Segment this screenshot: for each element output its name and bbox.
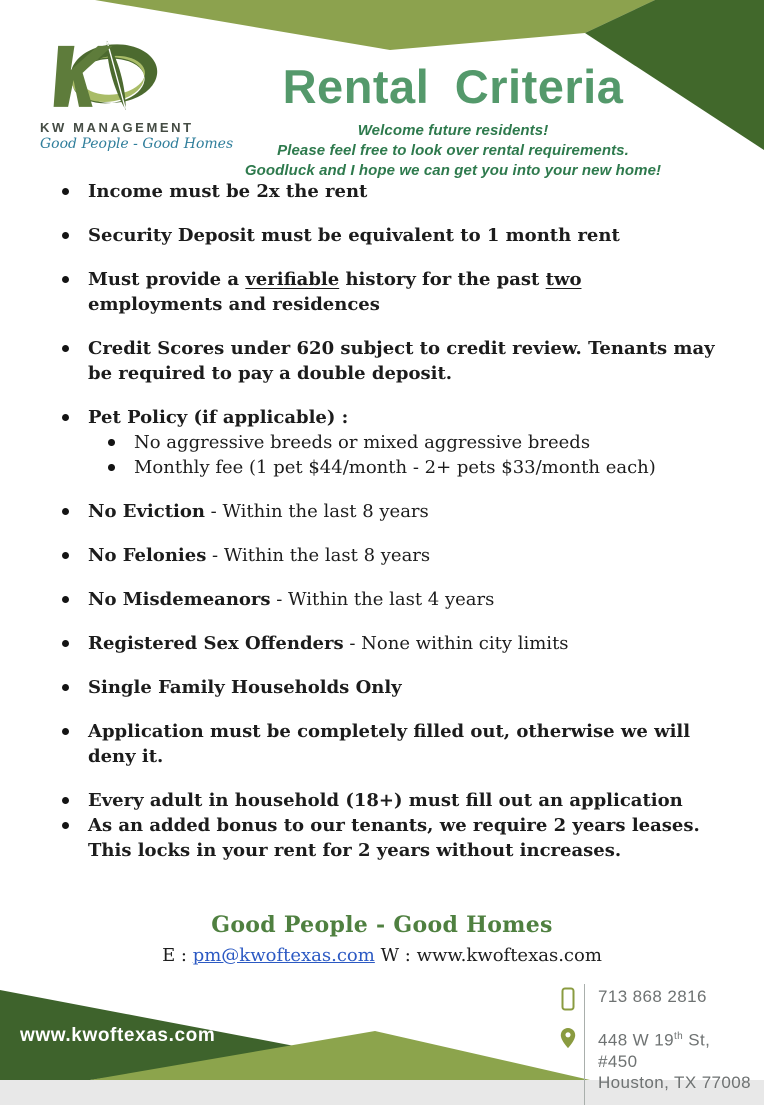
mobile-phone-icon (552, 984, 584, 1011)
criteria-item (58, 223, 744, 248)
criteria-sub-item (104, 430, 744, 455)
bullet-icon (62, 797, 69, 804)
bullet-icon (62, 822, 69, 829)
email-label: E : (162, 945, 193, 966)
address-ordinal-suffix: th (673, 1031, 684, 1042)
kw-swoosh-logo-icon (40, 36, 176, 114)
criteria-text: No Misdemeanors - Within the last 4 years (88, 589, 495, 610)
logo (40, 36, 234, 152)
email-link[interactable]: pm@kwoftexas.com (192, 945, 375, 966)
criteria-item (58, 675, 744, 700)
bullet-icon (62, 232, 69, 239)
criteria-text: As an added bonus to our tenants, we require 2 years leases. This locks in your rent for 2 years without increases. (88, 815, 700, 861)
criteria-text: No aggressive breeds or mixed aggressive breeds (134, 432, 591, 453)
web-label: W : (374, 945, 417, 966)
phone-number: 713 868 2816 (584, 984, 752, 1024)
criteria-item (58, 267, 744, 317)
bullet-icon (62, 414, 69, 421)
criteria-text: Must provide a verifiable history for the past two employments and residences (88, 269, 582, 315)
logo-company-name: KW MANAGEMENT (40, 120, 194, 135)
phone-row (552, 984, 752, 1024)
criteria-item (58, 179, 744, 204)
subtitle-line: Goodluck and I hope we can get you into your new home! (244, 162, 662, 179)
bullet-icon (62, 684, 69, 691)
location-pin-icon (552, 1024, 584, 1049)
page-title: Rental Criteria (282, 60, 624, 113)
criteria-text: Application must be completely filled out, otherwise we will deny it. (88, 721, 691, 767)
bullet-icon (108, 439, 115, 446)
address-row (552, 1024, 752, 1105)
criteria-item (58, 543, 744, 568)
bullet-icon (62, 188, 69, 195)
footer-tagline: Good People - Good Homes (211, 912, 553, 938)
bullet-icon (62, 552, 69, 559)
criteria-item (58, 336, 744, 386)
website-text: www.kwoftexas.com (416, 945, 602, 966)
contact-card (552, 984, 752, 1105)
title-block (170, 62, 736, 181)
criteria-text: No Felonies - Within the last 8 years (88, 545, 431, 566)
criteria-item (58, 499, 744, 524)
criteria-text: Single Family Households Only (88, 677, 402, 698)
criteria-text: No Eviction - Within the last 8 years (88, 501, 429, 522)
bullet-icon (62, 596, 69, 603)
criteria-item (58, 631, 744, 656)
criteria-text: Monthly fee (1 pet $44/month - 2+ pets $33/month each) (134, 457, 656, 478)
criteria-item (58, 587, 744, 612)
bullet-icon (62, 276, 69, 283)
bottom-website-url: www.kwoftexas.com (20, 1025, 216, 1046)
logo-tagline: Good People - Good Homes (40, 136, 234, 152)
subtitle-line: Please feel free to look over rental requirements. (277, 142, 629, 159)
criteria-item (58, 405, 744, 430)
criteria-item (58, 719, 744, 769)
bullet-icon (62, 345, 69, 352)
bullet-icon (62, 728, 69, 735)
address-text: 448 W 19th St, #450 Houston, TX 77008 (584, 1024, 752, 1105)
criteria-item (58, 788, 744, 813)
criteria-text: Security Deposit must be equivalent to 1 month rent (88, 225, 620, 246)
criteria-text: Credit Scores under 620 subject to credit review. Tenants may be required to pay a double deposit. (88, 338, 715, 384)
criteria-text: Pet Policy (if applicable) : (88, 407, 349, 428)
criteria-text: Registered Sex Offenders - None within city limits (88, 633, 569, 654)
subtitle-line: Welcome future residents! (357, 122, 549, 139)
bullet-icon (108, 464, 115, 471)
subtitle (170, 121, 736, 181)
criteria-text: Every adult in household (18+) must fill out an application (88, 790, 683, 811)
criteria-text: Income must be 2x the rent (88, 181, 368, 202)
criteria-sub-item (104, 455, 744, 480)
bullet-icon (62, 508, 69, 515)
criteria-item (58, 813, 744, 863)
criteria-list (58, 179, 744, 882)
bullet-icon (62, 640, 69, 647)
